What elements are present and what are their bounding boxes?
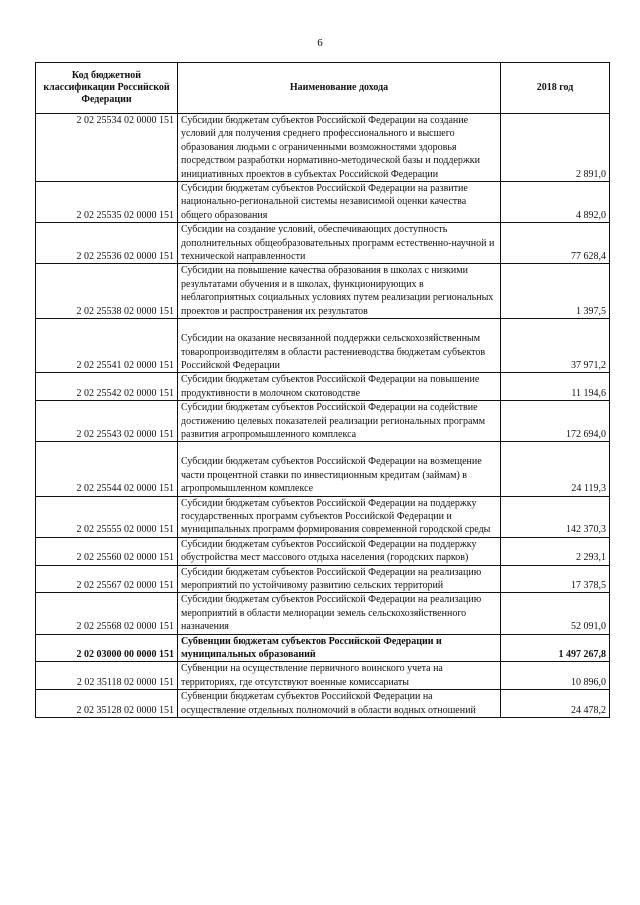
code-cell: 2 02 25538 02 0000 151 [36, 264, 178, 319]
amount-cell: 1 497 267,8 [501, 634, 610, 662]
amount-cell: 17 378,5 [501, 565, 610, 593]
name-cell: Субсидии на создание условий, обеспечивающих доступность дополнительных общеобразовательных программ естественно-научной и технической направленности [178, 223, 501, 264]
table-row [36, 373, 610, 401]
name-cell: Субсидии на оказание несвязанной поддержки сельскохозяйственным товаропроизводителям в области растениеводства бюджетам субъектов Российской Федерации [178, 319, 501, 373]
amount-cell: 10 896,0 [501, 662, 610, 690]
name-cell: Субсидии бюджетам субъектов Российской Федерации на поддержку обустройства мест массового отдыха населения (городских парков) [178, 537, 501, 565]
table-row [36, 496, 610, 537]
code-cell: 2 02 25543 02 0000 151 [36, 401, 178, 442]
name-cell: Субвенции бюджетам субъектов Российской Федерации на осуществление отдельных полномочий в области водных отношений [178, 690, 501, 718]
amount-cell: 52 091,0 [501, 593, 610, 634]
code-cell: 2 02 25567 02 0000 151 [36, 565, 178, 593]
amount-cell: 77 628,4 [501, 223, 610, 264]
amount-cell: 2 891,0 [501, 114, 610, 182]
code-cell: 2 02 25555 02 0000 151 [36, 496, 178, 537]
name-cell: Субсидии бюджетам субъектов Российской Федерации на развитие национально-региональной системы независимой оценки качества общего образования [178, 182, 501, 223]
name-cell: Субсидии бюджетам субъектов Российской Федерации на содействие достижению целевых показателей реализации региональных программ развития агропромышленного комплекса [178, 401, 501, 442]
name-cell: Субсидии бюджетам субъектов Российской Федерации на повышение продуктивности в молочном скотоводстве [178, 373, 501, 401]
table-row [36, 634, 610, 662]
table-row [36, 319, 610, 373]
amount-cell: 24 119,3 [501, 442, 610, 496]
code-cell: 2 02 35118 02 0000 151 [36, 662, 178, 690]
amount-cell: 4 892,0 [501, 182, 610, 223]
name-cell: Субсидии бюджетам субъектов Российской Федерации на создание условий для получения среднего профессионального и высшего образования людьми с ограниченными возможностями здоровья посредством разработки нормативно-методической базы и поддержки инициативных проектов в субъектах Российской Федерации [178, 114, 501, 182]
amount-cell: 142 370,3 [501, 496, 610, 537]
amount-cell: 1 397,5 [501, 264, 610, 319]
table-row [36, 442, 610, 496]
amount-cell: 11 194,6 [501, 373, 610, 401]
name-cell: Субсидии бюджетам субъектов Российской Федерации на реализацию мероприятий в области мелиорации земель сельскохозяйственного назначения [178, 593, 501, 634]
table-row [36, 182, 610, 223]
table-row [36, 690, 610, 718]
code-cell: 2 02 25535 02 0000 151 [36, 182, 178, 223]
table-row [36, 264, 610, 319]
code-cell: 2 02 25542 02 0000 151 [36, 373, 178, 401]
header-name: Наименование дохода [178, 63, 501, 114]
code-cell: 2 02 25536 02 0000 151 [36, 223, 178, 264]
amount-cell: 37 971,2 [501, 319, 610, 373]
table-header-row [36, 63, 610, 114]
header-amount: 2018 год [501, 63, 610, 114]
code-cell: 2 02 03000 00 0000 151 [36, 634, 178, 662]
code-cell: 2 02 25568 02 0000 151 [36, 593, 178, 634]
code-cell: 2 02 35128 02 0000 151 [36, 690, 178, 718]
table-row [36, 114, 610, 182]
name-cell: Субвенции на осуществление первичного воинского учета на территориях, где отсутствуют военные комиссариаты [178, 662, 501, 690]
name-cell: Субсидии на повышение качества образования в школах с низкими результатами обучения и в школах, функционирующих в неблагоприятных социальных условиях путем реализации региональных проектов и распространения их результатов [178, 264, 501, 319]
amount-cell: 24 478,2 [501, 690, 610, 718]
page-number: 6 [317, 37, 323, 49]
code-cell: 2 02 25560 02 0000 151 [36, 537, 178, 565]
code-cell: 2 02 25534 02 0000 151 [36, 114, 178, 182]
name-cell: Субсидии бюджетам субъектов Российской Федерации на реализацию мероприятий по устойчивому развитию сельских территорий [178, 565, 501, 593]
name-cell: Субсидии бюджетам субъектов Российской Федерации на возмещение части процентной ставки по инвестиционным кредитам (займам) в агропромышленном комплексе [178, 442, 501, 496]
code-cell: 2 02 25541 02 0000 151 [36, 319, 178, 373]
table-row [36, 401, 610, 442]
table-row [36, 593, 610, 634]
revenue-table [35, 62, 610, 718]
header-code: Код бюджетной классификации Российской Федерации [36, 63, 178, 114]
table-row [36, 537, 610, 565]
name-cell: Субвенции бюджетам субъектов Российской Федерации и муниципальных образований [178, 634, 501, 662]
amount-cell: 2 293,1 [501, 537, 610, 565]
name-cell: Субсидии бюджетам субъектов Российской Федерации на поддержку государственных программ субъектов Российской Федерации и муниципальных программ формирования современной городской среды [178, 496, 501, 537]
code-cell: 2 02 25544 02 0000 151 [36, 442, 178, 496]
table-row [36, 223, 610, 264]
amount-cell: 172 694,0 [501, 401, 610, 442]
table-row [36, 565, 610, 593]
table-row [36, 662, 610, 690]
